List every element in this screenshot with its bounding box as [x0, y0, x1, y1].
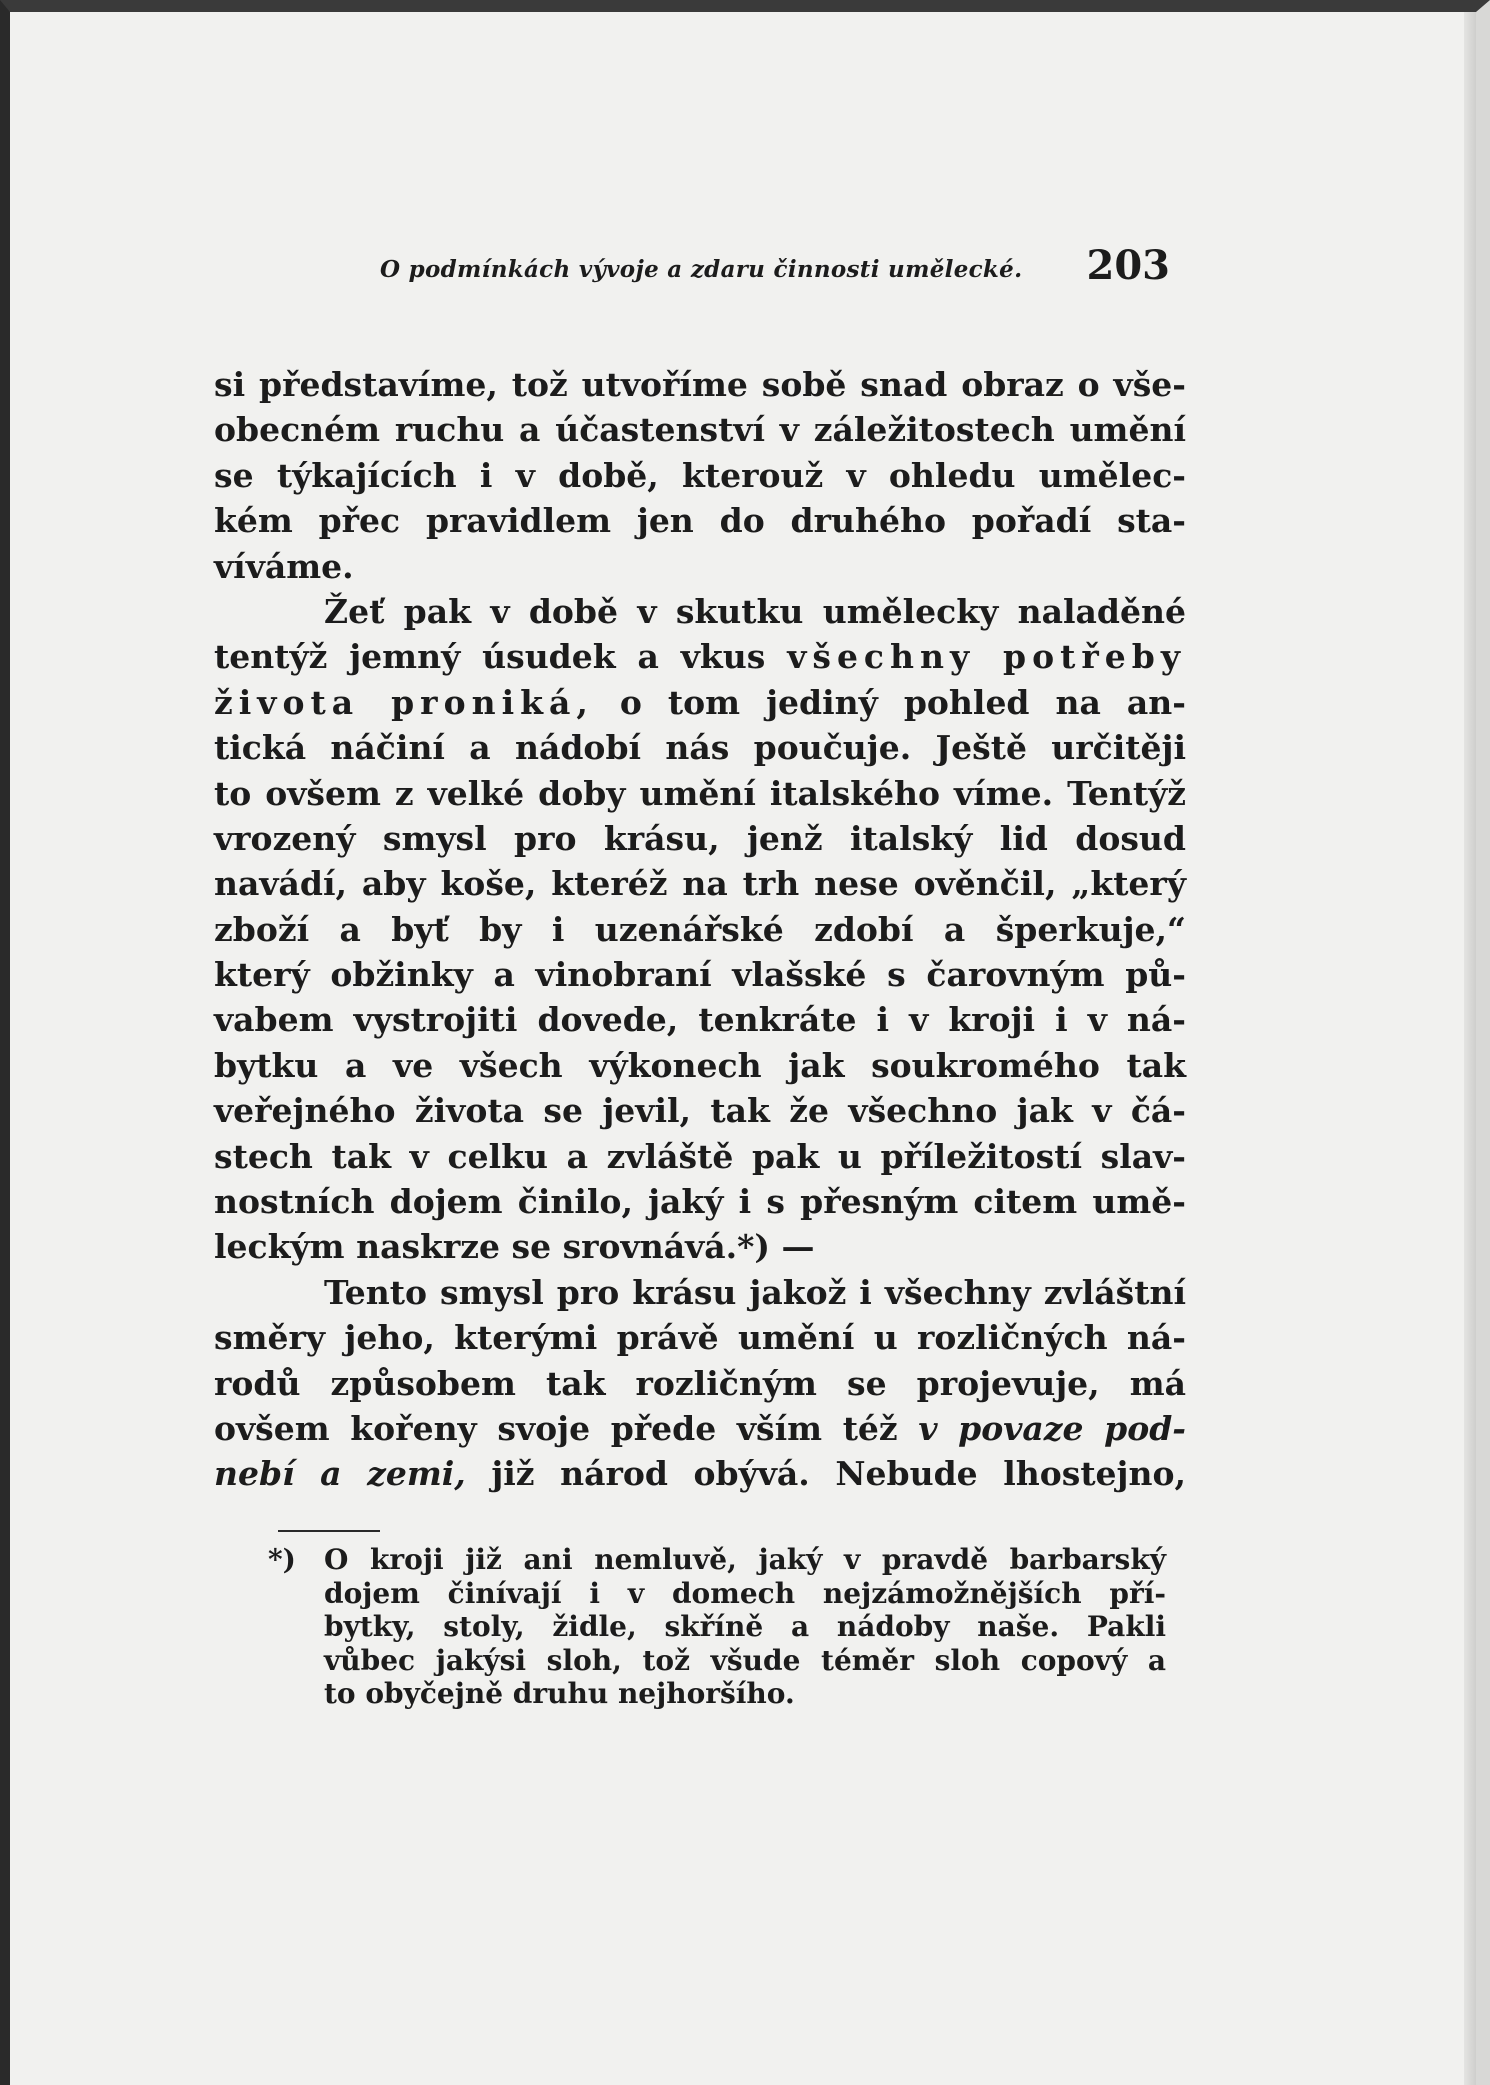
page-header: [380, 242, 1170, 300]
text-run: o tom jediný pohled na an-: [619, 682, 1186, 722]
emphasis-italic: v povaze pod-: [918, 1408, 1186, 1448]
footnote-rule: [278, 1530, 380, 1532]
text-line: víváme.: [214, 546, 354, 586]
footnote-line: to obyčejně druhu nejhoršího.: [324, 1677, 795, 1710]
text-run: ovšem kořeny svoje přede vším též: [214, 1408, 898, 1448]
text-line: Tento smysl pro krásu jakož i všechny zvláštní: [324, 1272, 1186, 1312]
text-line: si představíme, tož utvoříme sobě snad obraz o vše-: [214, 365, 1186, 404]
text-line: leckým naskrze se srovnává.*) —: [214, 1227, 815, 1267]
emphasis-spaced: života proniká,: [214, 682, 594, 722]
scan-edge: [1464, 0, 1490, 2085]
footnote-line: vůbec jakýsi sloh, tož všude téměr sloh copový a: [324, 1643, 1166, 1677]
text-line: veřejného života se jevil, tak že všechno jak v čá-: [214, 1091, 1186, 1131]
emphasis-italic: nebí a zemi,: [214, 1454, 466, 1494]
body-text: [214, 362, 1186, 1497]
footnote-text: [324, 1543, 1166, 1711]
text-run: již národ obývá. Nebude lhostejno,: [491, 1454, 1186, 1494]
text-line: Žeť pak v době v skutku umělecky naladěné: [324, 591, 1186, 631]
footnote-mark: *): [268, 1543, 296, 1576]
text-run: tentýž jemný úsudek a vkus: [214, 637, 766, 677]
text-line: se týkajících i v době, kterouž v ohledu umělec-: [214, 455, 1186, 495]
footnote-line: O kroji již ani nemluvě, jaký v pravdě barbarský: [324, 1543, 1166, 1576]
page-number: 203: [1086, 242, 1170, 289]
text-line: [214, 680, 1186, 725]
text-line: [214, 634, 1186, 679]
text-line: vabem vystrojiti dovede, tenkráte i v kroji i v ná-: [214, 1000, 1186, 1040]
text-line: navádí, aby koše, kteréž na trh nese ověnčil, „který: [214, 864, 1186, 904]
text-line: obecném ruchu a účastenství v záležitostech umění: [214, 410, 1186, 450]
text-line: směry jeho, kterými právě umění u rozličných ná-: [214, 1318, 1186, 1358]
footnote-line: dojem činívají i v domech nejzámožnějších pří-: [324, 1576, 1166, 1610]
text-line: [214, 1451, 1186, 1496]
running-title: O podmínkách vývoje a zdaru činnosti umělecké.: [380, 256, 1023, 283]
text-line: vrozený smysl pro krásu, jenž italský lid dosud: [214, 818, 1186, 858]
footnote-line: bytky, stoly, židle, skříně a nádoby naše. Pakli: [324, 1610, 1166, 1643]
text-line: [214, 1406, 1186, 1451]
text-line: to ovšem z velké doby umění italského víme. Tentýž: [214, 773, 1186, 813]
text-line: stech tak v celku a zvláště pak u příležitostí slav-: [214, 1136, 1186, 1176]
text-line: rodů způsobem tak rozličným se projevuje, má: [214, 1363, 1186, 1403]
text-line: nostních dojem činilo, jaký i s přesným citem umě-: [214, 1182, 1186, 1222]
text-line: tická náčiní a nádobí nás poučuje. Ještě určitěji: [214, 728, 1186, 768]
text-line: který obžinky a vinobraní vlašské s čarovným pů-: [214, 955, 1186, 995]
text-line: zboží a byť by i uzenářské zdobí a šperkuje,“: [214, 909, 1186, 949]
emphasis-spaced: všechny potřeby: [787, 637, 1187, 677]
text-line: bytku a ve všech výkonech jak soukromého tak: [214, 1045, 1186, 1085]
text-line: kém přec pravidlem jen do druhého pořadí sta-: [214, 501, 1186, 541]
